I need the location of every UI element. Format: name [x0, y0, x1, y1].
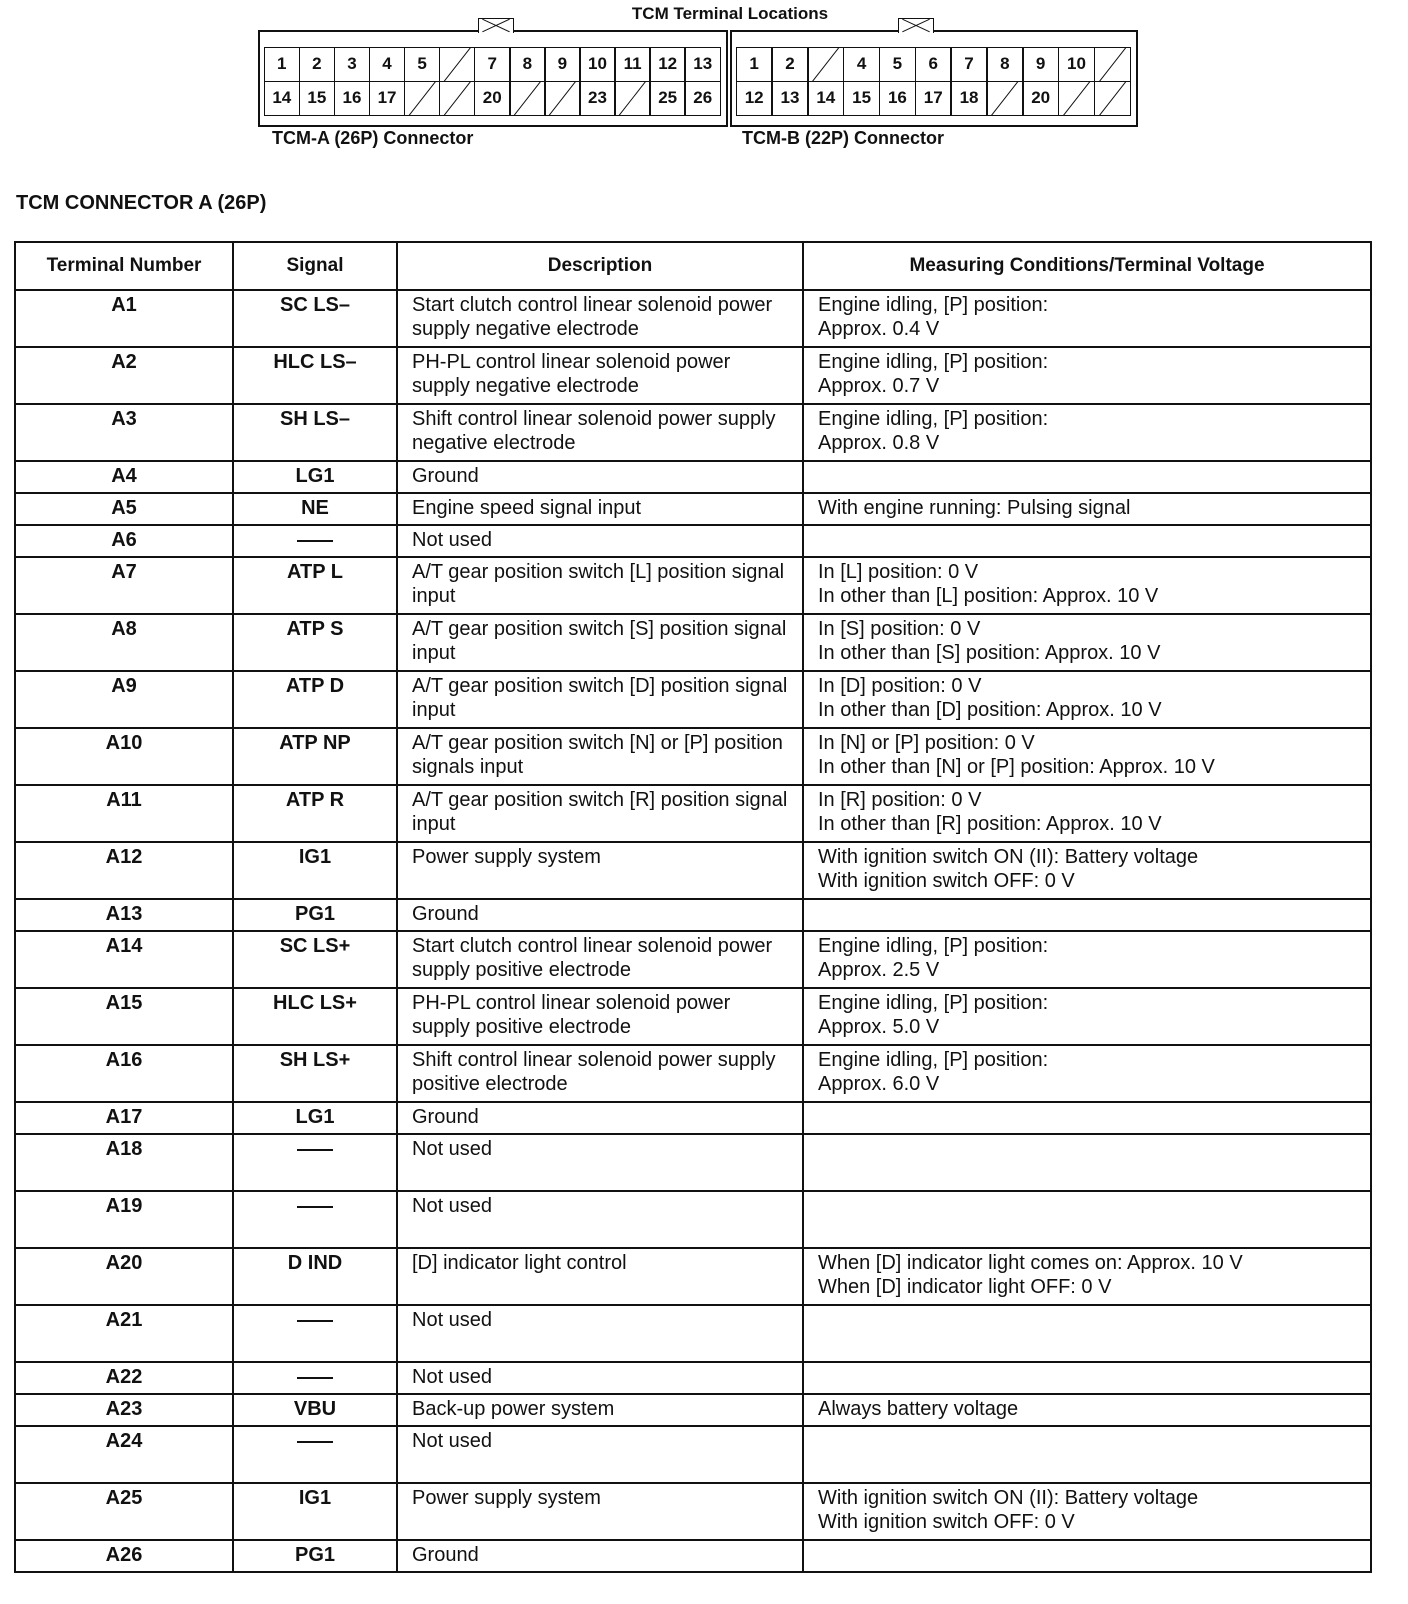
signal-cell	[233, 1134, 397, 1191]
terminal-number-cell: A24	[15, 1426, 233, 1483]
signal-cell: IG1	[233, 1483, 397, 1540]
pin-cell: 3	[334, 47, 371, 83]
signal-cell: HLC LS–	[233, 347, 397, 404]
measuring-conditions-cell	[803, 1102, 1371, 1134]
description-cell: Engine speed signal input	[397, 493, 803, 525]
table-row	[15, 347, 1371, 404]
condition-line: Engine idling, [P] position:	[818, 408, 1049, 430]
empty-pin-slot	[544, 81, 581, 117]
signal-cell: NE	[233, 493, 397, 525]
terminal-number-cell: A10	[15, 728, 233, 785]
empty-pin-slot	[404, 81, 441, 117]
table-row	[15, 1045, 1371, 1102]
measuring-conditions-cell	[803, 525, 1371, 557]
terminal-number-cell: A15	[15, 988, 233, 1045]
empty-pin-slot	[614, 81, 651, 117]
description-cell: A/T gear position switch [N] or [P] position signals input	[397, 728, 803, 785]
pin-cell: 17	[915, 81, 952, 117]
description-cell: [D] indicator light control	[397, 1248, 803, 1305]
table-row	[15, 557, 1371, 614]
measuring-conditions-cell	[803, 842, 1371, 899]
terminal-number-cell: A3	[15, 404, 233, 461]
condition-line: In [S] position: 0 V	[818, 618, 981, 640]
condition-line: Engine idling, [P] position:	[818, 351, 1049, 373]
pin-cell: 13	[771, 81, 808, 117]
measuring-conditions-cell	[803, 1426, 1371, 1483]
description-cell: PH-PL control linear solenoid power supply positive electrode	[397, 988, 803, 1045]
tcm-a-connector-label: TCM-A (26P) Connector	[272, 128, 474, 148]
signal-cell: ATP L	[233, 557, 397, 614]
table-row	[15, 931, 1371, 988]
pin-cell: 12	[736, 81, 773, 117]
table-row	[15, 614, 1371, 671]
terminal-number-cell: A19	[15, 1191, 233, 1248]
measuring-conditions-cell	[803, 1540, 1371, 1572]
table-row	[15, 671, 1371, 728]
empty-pin-slot	[807, 47, 844, 83]
measuring-conditions-cell	[803, 1045, 1371, 1102]
pin-cell: 9	[1022, 47, 1059, 83]
measuring-conditions-cell	[803, 785, 1371, 842]
description-cell: PH-PL control linear solenoid power supply negative electrode	[397, 347, 803, 404]
pin-cell: 16	[879, 81, 916, 117]
terminal-number-cell: A23	[15, 1394, 233, 1426]
signal-cell: LG1	[233, 1102, 397, 1134]
terminal-number-cell: A4	[15, 461, 233, 493]
terminal-number-cell: A9	[15, 671, 233, 728]
description-cell: Not used	[397, 1305, 803, 1362]
table-row	[15, 842, 1371, 899]
terminal-number-cell: A18	[15, 1134, 233, 1191]
header-terminal-number: Terminal Number	[15, 242, 233, 290]
condition-line: Engine idling, [P] position:	[818, 1049, 1049, 1071]
condition-line: Engine idling, [P] position:	[818, 992, 1049, 1014]
description-cell: A/T gear position switch [D] position signal input	[397, 671, 803, 728]
measuring-conditions-cell	[803, 290, 1371, 347]
measuring-conditions-cell	[803, 614, 1371, 671]
signal-cell: ATP S	[233, 614, 397, 671]
table-row	[15, 785, 1371, 842]
table-row	[15, 493, 1371, 525]
condition-line: In [L] position: 0 V	[818, 561, 979, 583]
pin-cell: 20	[474, 81, 511, 117]
empty-pin-slot	[439, 47, 476, 83]
pin-cell: 20	[1022, 81, 1059, 117]
description-cell: Back-up power system	[397, 1394, 803, 1426]
pin-cell: 10	[579, 47, 616, 83]
description-cell: Power supply system	[397, 1483, 803, 1540]
table-header-row	[15, 242, 1371, 290]
terminal-number-cell: A21	[15, 1305, 233, 1362]
signal-cell: ATP D	[233, 671, 397, 728]
table-row	[15, 1394, 1371, 1426]
signal-cell	[233, 1305, 397, 1362]
pin-cell: 4	[369, 47, 406, 83]
table-row	[15, 1248, 1371, 1305]
measuring-conditions-cell	[803, 1134, 1371, 1191]
measuring-conditions-cell	[803, 1305, 1371, 1362]
pin-cell: 15	[299, 81, 336, 117]
signal-cell: PG1	[233, 899, 397, 931]
pin-cell: 16	[334, 81, 371, 117]
description-cell: Start clutch control linear solenoid power supply negative electrode	[397, 290, 803, 347]
table-row	[15, 988, 1371, 1045]
condition-line: Approx. 0.4 V	[818, 318, 940, 340]
terminal-number-cell: A13	[15, 899, 233, 931]
pin-cell: 18	[950, 81, 987, 117]
signal-cell: ATP NP	[233, 728, 397, 785]
condition-line: With ignition switch ON (II): Battery voltage	[818, 1487, 1199, 1509]
empty-pin-slot	[1094, 47, 1131, 83]
header-measuring-conditions: Measuring Conditions/Terminal Voltage	[803, 242, 1371, 290]
pin-cell: 14	[807, 81, 844, 117]
pin-cell: 4	[843, 47, 880, 83]
condition-line: In [D] position: 0 V	[818, 675, 982, 697]
tcm-b-connector-diagram	[730, 30, 1138, 127]
measuring-conditions-cell	[803, 931, 1371, 988]
condition-line: In other than [N] or [P] position: Approx. 10 V	[818, 756, 1215, 778]
pin-cell: 26	[684, 81, 721, 117]
pin-cell: 23	[579, 81, 616, 117]
tcm-a-pin-row-bottom	[265, 82, 721, 116]
signal-cell: ATP R	[233, 785, 397, 842]
condition-line: Approx. 5.0 V	[818, 1016, 940, 1038]
description-cell: Not used	[397, 1191, 803, 1248]
condition-line: When [D] indicator light OFF: 0 V	[818, 1276, 1112, 1298]
condition-line: Approx. 6.0 V	[818, 1073, 940, 1095]
terminal-number-cell: A1	[15, 290, 233, 347]
header-signal: Signal	[233, 242, 397, 290]
pin-cell: 15	[843, 81, 880, 117]
terminal-number-cell: A14	[15, 931, 233, 988]
signal-cell: VBU	[233, 1394, 397, 1426]
not-used-dash	[297, 1206, 333, 1208]
condition-line: Approx. 0.8 V	[818, 432, 940, 454]
table-row	[15, 1191, 1371, 1248]
terminal-number-cell: A22	[15, 1362, 233, 1394]
description-cell: Shift control linear solenoid power supply positive electrode	[397, 1045, 803, 1102]
condition-line: In other than [D] position: Approx. 10 V	[818, 699, 1162, 721]
description-cell: A/T gear position switch [S] position signal input	[397, 614, 803, 671]
tcm-connector-a-table	[14, 241, 1372, 1573]
condition-line: In other than [L] position: Approx. 10 V	[818, 585, 1159, 607]
signal-cell: IG1	[233, 842, 397, 899]
pin-cell: 25	[649, 81, 686, 117]
table-row	[15, 1483, 1371, 1540]
empty-pin-slot	[1058, 81, 1095, 117]
condition-line: Engine idling, [P] position:	[818, 935, 1049, 957]
description-cell: Shift control linear solenoid power supply negative electrode	[397, 404, 803, 461]
condition-line: In [N] or [P] position: 0 V	[818, 732, 1035, 754]
measuring-conditions-cell	[803, 493, 1371, 525]
pin-cell: 14	[264, 81, 301, 117]
terminal-number-cell: A16	[15, 1045, 233, 1102]
pin-cell: 13	[684, 47, 721, 83]
section-title: TCM CONNECTOR A (26P)	[16, 192, 267, 214]
pin-cell: 7	[950, 47, 987, 83]
terminal-number-cell: A25	[15, 1483, 233, 1540]
terminal-number-cell: A7	[15, 557, 233, 614]
signal-cell: HLC LS+	[233, 988, 397, 1045]
signal-cell: SC LS+	[233, 931, 397, 988]
table-row	[15, 1134, 1371, 1191]
tcm-a-connector-diagram	[258, 30, 728, 127]
pin-cell: 10	[1058, 47, 1095, 83]
tcm-b-pin-row-top	[737, 48, 1131, 82]
condition-line: In [R] position: 0 V	[818, 789, 982, 811]
signal-cell: PG1	[233, 1540, 397, 1572]
measuring-conditions-cell	[803, 1394, 1371, 1426]
empty-pin-slot	[439, 81, 476, 117]
description-cell: Ground	[397, 899, 803, 931]
connector-key-icon	[478, 18, 514, 33]
condition-line: Always battery voltage	[818, 1398, 1019, 1420]
diagram-title: TCM Terminal Locations	[631, 4, 829, 23]
not-used-dash	[297, 540, 333, 542]
terminal-number-cell: A8	[15, 614, 233, 671]
condition-line: With engine running: Pulsing signal	[818, 497, 1131, 519]
condition-line: Engine idling, [P] position:	[818, 294, 1049, 316]
pin-cell: 2	[771, 47, 808, 83]
terminal-number-cell: A6	[15, 525, 233, 557]
condition-line: With ignition switch OFF: 0 V	[818, 870, 1075, 892]
pin-cell: 9	[544, 47, 581, 83]
table-row	[15, 290, 1371, 347]
condition-line: With ignition switch ON (II): Battery voltage	[818, 846, 1199, 868]
description-cell: Not used	[397, 1134, 803, 1191]
measuring-conditions-cell	[803, 1248, 1371, 1305]
not-used-dash	[297, 1377, 333, 1379]
signal-cell	[233, 1362, 397, 1394]
table-row	[15, 404, 1371, 461]
description-cell: Start clutch control linear solenoid power supply positive electrode	[397, 931, 803, 988]
measuring-conditions-cell	[803, 1362, 1371, 1394]
empty-pin-slot	[986, 81, 1023, 117]
measuring-conditions-cell	[803, 347, 1371, 404]
terminal-number-cell: A20	[15, 1248, 233, 1305]
table-row	[15, 1540, 1371, 1572]
measuring-conditions-cell	[803, 988, 1371, 1045]
terminal-number-cell: A5	[15, 493, 233, 525]
terminal-number-cell: A26	[15, 1540, 233, 1572]
empty-pin-slot	[509, 81, 546, 117]
terminal-number-cell: A11	[15, 785, 233, 842]
measuring-conditions-cell	[803, 557, 1371, 614]
tcm-a-pin-row-top	[265, 48, 721, 82]
description-cell: Ground	[397, 1540, 803, 1572]
condition-line: Approx. 0.7 V	[818, 375, 940, 397]
description-cell: A/T gear position switch [L] position signal input	[397, 557, 803, 614]
signal-cell: SC LS–	[233, 290, 397, 347]
table-row	[15, 1102, 1371, 1134]
condition-line: In other than [S] position: Approx. 10 V	[818, 642, 1161, 664]
signal-cell: LG1	[233, 461, 397, 493]
measuring-conditions-cell	[803, 404, 1371, 461]
table-row	[15, 899, 1371, 931]
empty-pin-slot	[1094, 81, 1131, 117]
condition-line: When [D] indicator light comes on: Approx. 10 V	[818, 1252, 1243, 1274]
measuring-conditions-cell	[803, 1483, 1371, 1540]
measuring-conditions-cell	[803, 671, 1371, 728]
signal-cell	[233, 1191, 397, 1248]
terminal-number-cell: A2	[15, 347, 233, 404]
pin-cell: 2	[299, 47, 336, 83]
pin-cell: 12	[649, 47, 686, 83]
table-row	[15, 1426, 1371, 1483]
terminal-number-cell: A17	[15, 1102, 233, 1134]
table-row	[15, 1362, 1371, 1394]
condition-line: With ignition switch OFF: 0 V	[818, 1511, 1075, 1533]
pin-cell: 7	[474, 47, 511, 83]
measuring-conditions-cell	[803, 899, 1371, 931]
pin-cell: 1	[736, 47, 773, 83]
pin-cell: 1	[264, 47, 301, 83]
table-row	[15, 728, 1371, 785]
description-cell: Not used	[397, 525, 803, 557]
description-cell: Ground	[397, 1102, 803, 1134]
signal-cell	[233, 1426, 397, 1483]
table-row	[15, 461, 1371, 493]
not-used-dash	[297, 1320, 333, 1322]
pin-cell: 5	[879, 47, 916, 83]
description-cell: Ground	[397, 461, 803, 493]
pin-cell: 11	[614, 47, 651, 83]
description-cell: Not used	[397, 1362, 803, 1394]
not-used-dash	[297, 1149, 333, 1151]
not-used-dash	[297, 1441, 333, 1443]
signal-cell: D IND	[233, 1248, 397, 1305]
tcm-b-connector-label: TCM-B (22P) Connector	[742, 128, 944, 148]
terminal-number-cell: A12	[15, 842, 233, 899]
signal-cell: SH LS+	[233, 1045, 397, 1102]
pin-cell: 5	[404, 47, 441, 83]
pin-cell: 17	[369, 81, 406, 117]
pin-cell: 8	[986, 47, 1023, 83]
description-cell: A/T gear position switch [R] position signal input	[397, 785, 803, 842]
signal-cell	[233, 525, 397, 557]
description-cell: Not used	[397, 1426, 803, 1483]
table-row	[15, 1305, 1371, 1362]
measuring-conditions-cell	[803, 461, 1371, 493]
description-cell: Power supply system	[397, 842, 803, 899]
measuring-conditions-cell	[803, 1191, 1371, 1248]
pin-cell: 6	[915, 47, 952, 83]
signal-cell: SH LS–	[233, 404, 397, 461]
pin-cell: 8	[509, 47, 546, 83]
condition-line: Approx. 2.5 V	[818, 959, 940, 981]
connector-key-icon	[898, 18, 934, 33]
tcm-b-pin-row-bottom	[737, 82, 1131, 116]
table-row	[15, 525, 1371, 557]
header-description: Description	[397, 242, 803, 290]
condition-line: In other than [R] position: Approx. 10 V	[818, 813, 1162, 835]
measuring-conditions-cell	[803, 728, 1371, 785]
